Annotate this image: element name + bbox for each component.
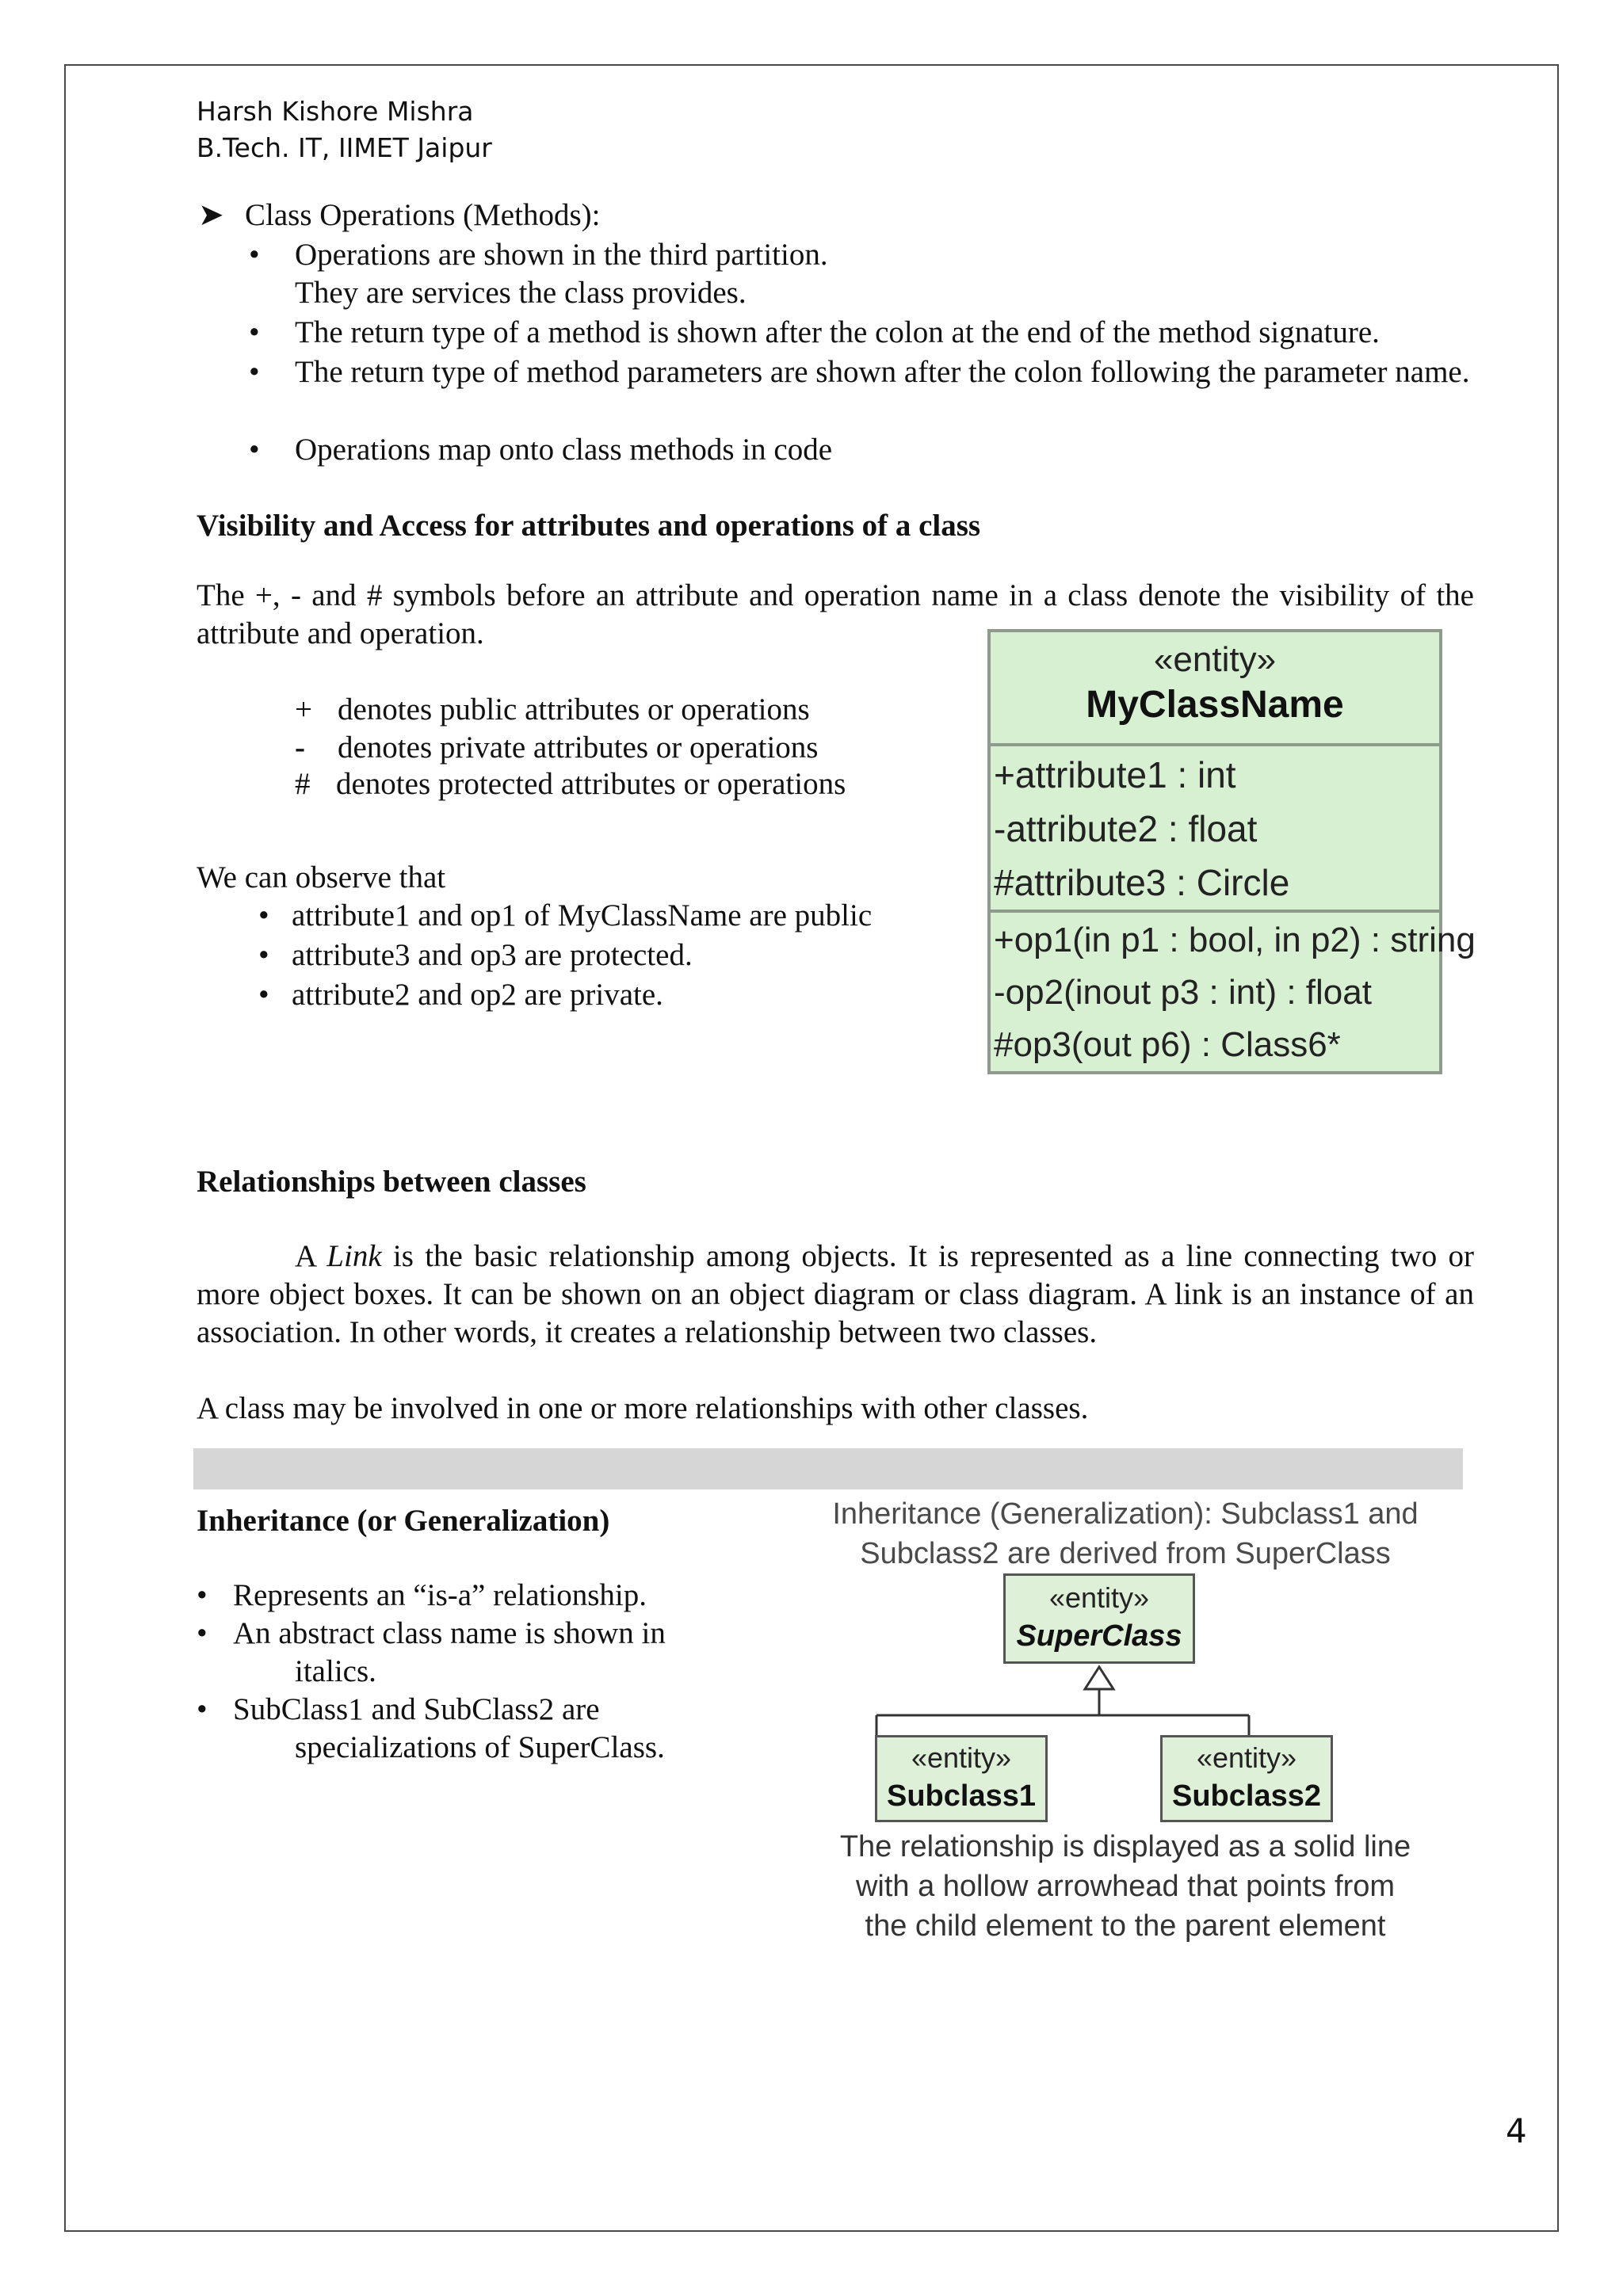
para-prefix: A [295, 1239, 327, 1273]
myclass-diagram [987, 629, 1476, 1074]
public-symbol: + [295, 692, 312, 727]
divider [991, 910, 1439, 913]
superclass-name: SuperClass [1016, 1619, 1182, 1653]
visibility-intro: The +, - and # symbols before an attribute and operation name in a class denote the visibility of the attribute and operation. [197, 578, 1474, 650]
superclass-stereotype: «entity» [1048, 1581, 1150, 1614]
caption-line: Inheritance (Generalization): Subclass1 and [832, 1497, 1419, 1531]
inheritance-bullet: Represents an “is-a” relationship. [233, 1578, 647, 1612]
protected-symbol: # [295, 767, 311, 801]
inheritance-bullet-continued: italics. [295, 1654, 376, 1688]
subclass2-name: Subclass2 [1172, 1779, 1321, 1813]
bullet-icon: • [249, 355, 260, 389]
bullet-icon: • [258, 898, 269, 933]
bullet-icon: • [197, 1578, 208, 1612]
caption-line: Subclass2 are derived from SuperClass [860, 1537, 1391, 1570]
superclass-box [1003, 1573, 1195, 1664]
myclass-stereotype: «entity» [1153, 640, 1277, 679]
operation-row: #op3(out p6) : Class6* [994, 1025, 1341, 1064]
subclass1-stereotype: «entity» [911, 1741, 1012, 1774]
hollow-arrowhead-icon [1085, 1667, 1113, 1689]
class-ops-item-continued: They are services the class provides. [295, 276, 747, 310]
class-ops-item: Operations are shown in the third partition. [295, 238, 828, 272]
observe-intro: We can observe that [197, 860, 446, 894]
relationships-paragraph [197, 1238, 1474, 1352]
relationships-paragraph-2: A class may be involved in one or more relationships with other classes. [197, 1391, 1089, 1425]
section-band [193, 1448, 1463, 1489]
footer-line: the child element to the parent element [865, 1909, 1386, 1943]
bullet-icon: • [249, 433, 260, 467]
bullet-icon: • [258, 938, 269, 972]
private-symbol: - [295, 730, 305, 765]
bullet-icon: • [197, 1692, 208, 1726]
observation-item: attribute2 and op2 are private. [292, 978, 663, 1012]
bullet-icon: • [249, 315, 260, 349]
author-name: Harsh Kishore Mishra [197, 96, 474, 127]
class-ops-item: The return type of method parameters are shown after the colon following the parameter name. [295, 355, 1470, 389]
footer-line: with a hollow arrowhead that points from [855, 1870, 1396, 1903]
public-description: denotes public attributes or operations [338, 692, 810, 727]
arrow-bullet-icon: ➤ [198, 198, 224, 232]
protected-description: denotes protected attributes or operations [336, 767, 846, 801]
class-ops-heading: Class Operations (Methods): [245, 198, 601, 232]
attribute-row: -attribute2 : float [994, 808, 1258, 849]
private-description: denotes private attributes or operations [338, 730, 819, 765]
para-text: is the basic relationship among objects. It is represented as a line connecting two or more object boxes. It can be shown on an object diagram or class diagram. A link is an instance of an association. In other words, it creates a relationship between two classes. [197, 1239, 1474, 1349]
myclass-name: MyClassName [1086, 684, 1344, 726]
subclass1-name: Subclass1 [887, 1779, 1036, 1813]
attribute-row: +attribute1 : int [994, 754, 1236, 795]
bullet-icon: • [249, 238, 260, 272]
operation-row: +op1(in p1 : bool, in p2) : string [994, 921, 1476, 959]
inheritance-heading: Inheritance (or Generalization) [197, 1504, 610, 1538]
divider [991, 743, 1439, 746]
diagram-caption [792, 1494, 1458, 1573]
subclass2-stereotype: «entity» [1196, 1741, 1297, 1774]
inheritance-bullet: SubClass1 and SubClass2 are [233, 1692, 600, 1726]
inheritance-bullet-continued: specializations of SuperClass. [295, 1730, 665, 1764]
bullet-icon: • [258, 978, 269, 1012]
inheritance-bullet: An abstract class name is shown in [233, 1616, 666, 1650]
author-affiliation: B.Tech. IT, IIMET Jaipur [197, 132, 492, 163]
relationships-heading: Relationships between classes [197, 1165, 586, 1199]
subclass1-box [875, 1735, 1048, 1822]
diagram-footer [792, 1827, 1458, 1946]
attribute-row: #attribute3 : Circle [994, 862, 1290, 903]
observation-item: attribute3 and op3 are protected. [292, 938, 693, 972]
operation-row: -op2(inout p3 : int) : float [994, 973, 1372, 1012]
class-ops-item: Operations map onto class methods in code [295, 433, 833, 467]
page-number: 4 [1506, 2111, 1527, 2150]
bullet-icon: • [197, 1616, 208, 1650]
observation-item: attribute1 and op1 of MyClassName are public [292, 898, 873, 933]
subclass2-box [1160, 1735, 1333, 1822]
footer-line: The relationship is displayed as a solid line [839, 1830, 1411, 1863]
link-term: Link [327, 1239, 382, 1273]
class-ops-item: The return type of a method is shown after the colon at the end of the method signature. [295, 315, 1380, 349]
visibility-heading: Visibility and Access for attributes and operations of a class [197, 509, 981, 543]
